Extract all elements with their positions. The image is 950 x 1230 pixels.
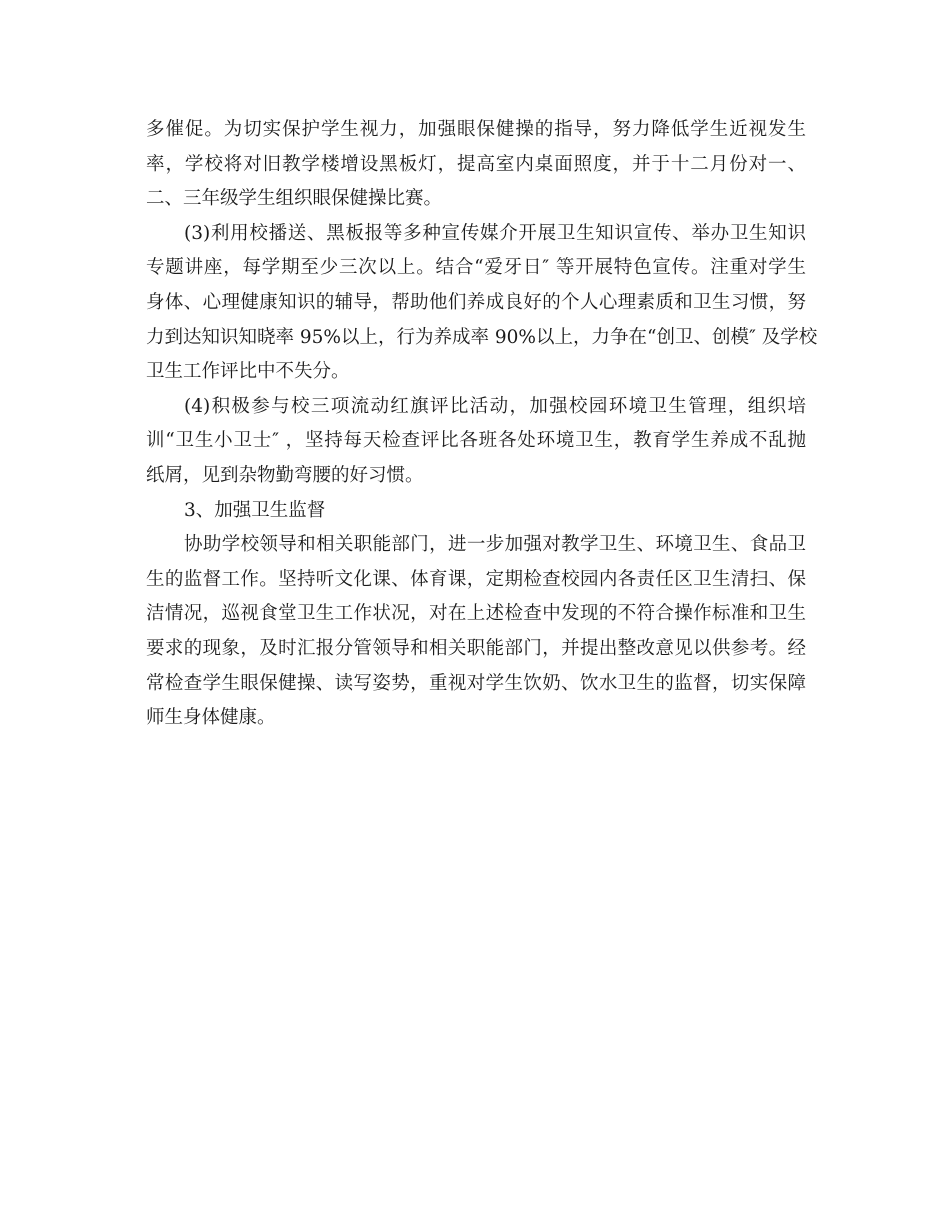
text-line: 生的监督工作。坚持听文化课、体育课，定期检查校园内各责任区卫生清扫、保 [146, 568, 806, 590]
text-line: 洁情况，巡视食堂卫生工作状况，对在上述检查中发现的不符合操作标准和卫生 [146, 603, 806, 625]
text-line: 卫生工作评比中不失分。 [146, 361, 350, 383]
text-line: 常检查学生眼保健操、读写姿势，重视对学生饮奶、饮水卫生的监督，切实保障 [146, 672, 806, 694]
text-line: 力到达知识知晓率 95%以上，行为养成率 90%以上，力争在“创卫、创模″ 及学校 [146, 326, 818, 348]
text-line: 率，学校将对旧教学楼增设黑板灯，提高室内桌面照度，并于十二月份对一、 [146, 153, 806, 175]
text-line: 专题讲座，每学期至少三次以上。结合“爱牙日″ 等开展特色宣传。注重对学生 [146, 257, 806, 279]
text-line: (3)利用校播送、黑板报等多种宣传媒介开展卫生知识宣传、举办卫生知识 [184, 222, 806, 244]
text-line: 身体、心理健康知识的辅导，帮助他们养成良好的个人心理素质和卫生习惯，努 [146, 291, 806, 313]
text-line: (4)积极参与校三项流动红旗评比活动，加强校园环境卫生管理，组织培 [184, 395, 806, 417]
section-heading: 3、加强卫生监督 [184, 499, 326, 521]
text-line: 协助学校领导和相关职能部门，进一步加强对教学卫生、环境卫生、食品卫 [184, 534, 806, 556]
text-line: 要求的现象，及时汇报分管领导和相关职能部门，并提出整改意见以供参考。经 [146, 637, 806, 659]
text-line: 多催促。为切实保护学生视力，加强眼保健操的指导，努力降低学生近视发生 [146, 119, 806, 140]
text-line: 训“卫生小卫士″ ，坚持每天检查评比各班各处环境卫生，教育学生养成不乱抛 [146, 430, 806, 452]
text-line: 二、三年级学生组织眼保健操比赛。 [146, 188, 443, 210]
text-line: 纸屑，见到杂物勤弯腰的好习惯。 [146, 464, 424, 486]
text-line: 师生身体健康。 [146, 707, 276, 729]
document-body [146, 113, 818, 736]
